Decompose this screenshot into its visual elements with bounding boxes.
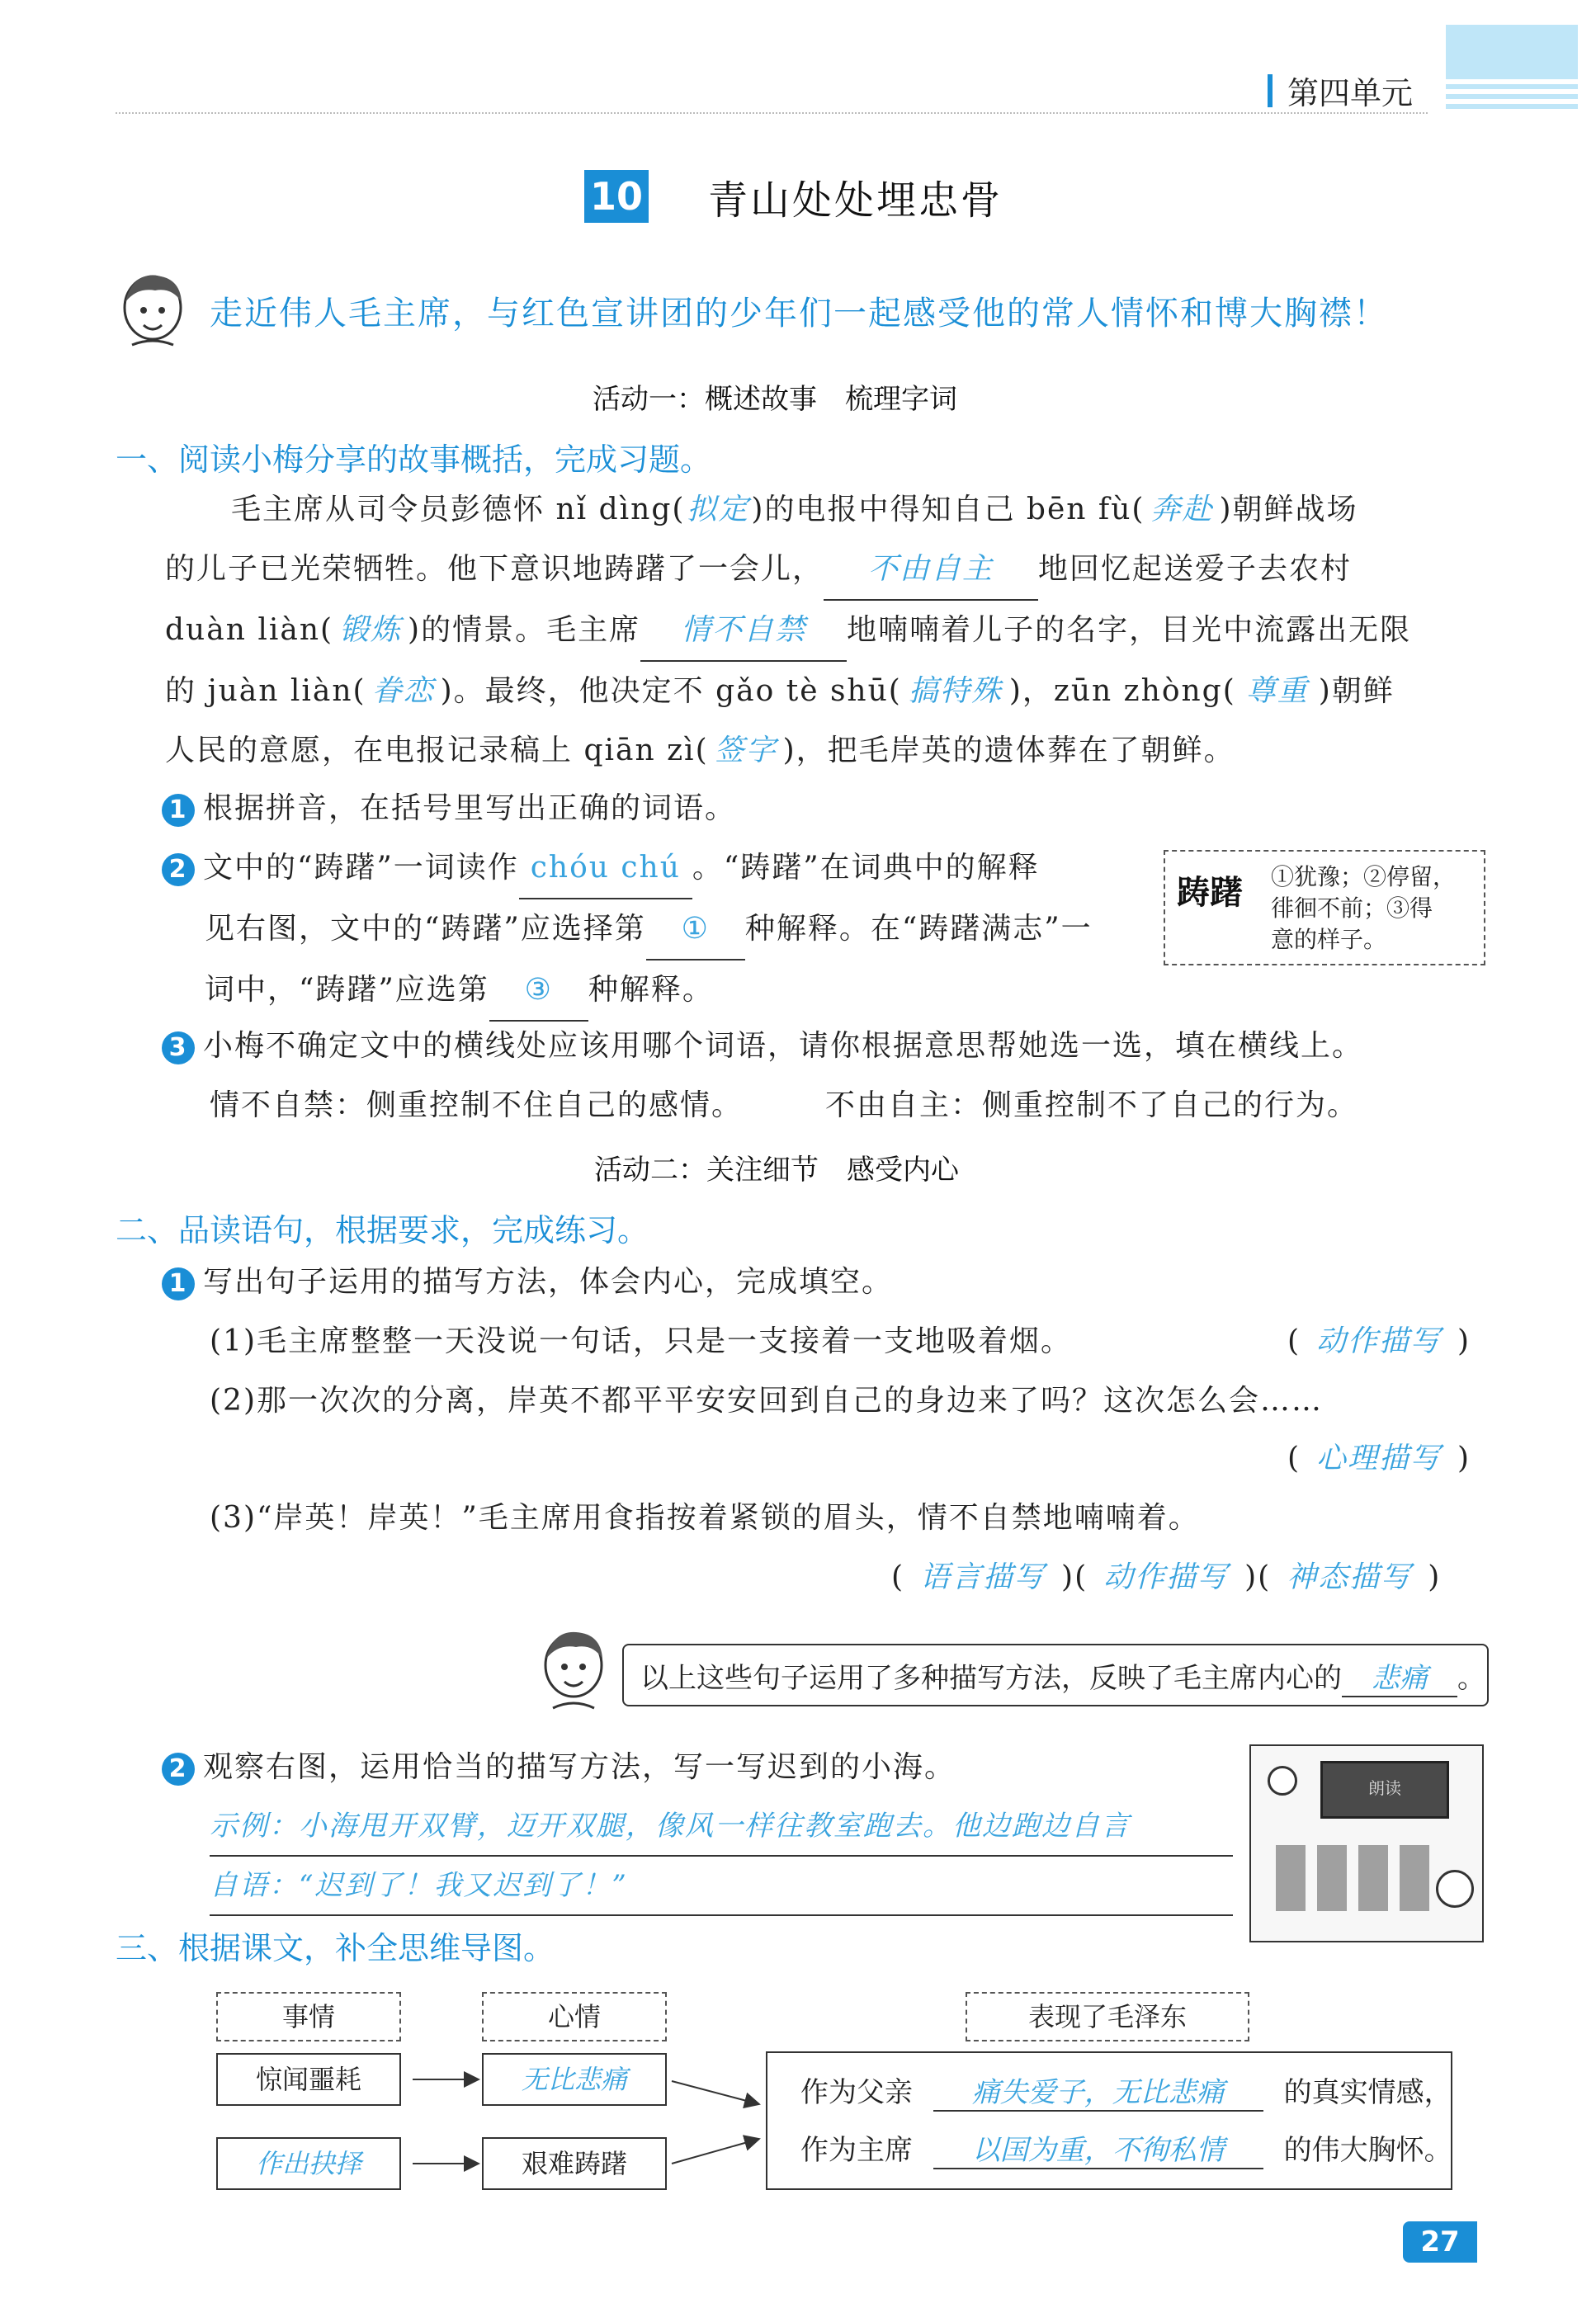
lesson-number-badge [584,170,649,223]
answer-duanlian: 锻炼 [339,613,403,647]
option-qingbuzijin: 情不自禁：侧重控制不住自己的感情。 [210,1088,744,1122]
blank-qingbuzijin: 情不自禁 [640,601,847,662]
q-number-badge: 2 [162,1753,195,1786]
mindmap-mood2: 艰难踌躇 [482,2137,667,2190]
header-dotted-rule [116,112,1428,114]
summary-row-father: 作为父亲 痛失爱子，无比悲痛 的真实情感， [800,2070,1452,2112]
speech-bubble [622,1644,1489,1706]
para-line-5: 人民的意愿，在电报记录稿上 qiān zì( 签字 )，把毛岸英的遗体葬在了朝鲜。 [165,721,1494,781]
mindmap-mood1: 无比悲痛 [482,2053,667,2106]
speech-bubble-text: 以上这些句子运用了多种描写方法，反映了毛主席内心的 悲痛 。 [640,1655,1485,1697]
section1-title: 一、阅读小梅分享的故事概括，完成习题。 [116,441,712,478]
answer-juanlian: 眷恋 [371,674,435,708]
answer-gaoteshu: 搞特殊 [908,674,1003,708]
mindmap-arrows [396,2046,776,2211]
s2-answer3: ( 语言描写 )( 动作描写 )( 神态描写 ) [891,1560,1442,1594]
header-accent-bar [1268,74,1273,107]
q-number-badge: 1 [162,1267,195,1300]
q-number-badge: 2 [162,853,195,886]
desks [1276,1845,1441,1911]
blank-buyouzizhu: 不由自主 [824,540,1038,601]
activity2-heading: 活动二：关注细节 感受内心 [594,1154,959,1187]
s2-q2: 2 观察右图，运用恰当的描写方法，写一写迟到的小海。 [162,1738,956,1797]
running-boy-icon [1436,1870,1474,1908]
s2-answer1: ( 动作描写 ) [1287,1324,1471,1358]
answer-benfu: 奔赴 [1150,493,1214,526]
clock-icon [1268,1766,1297,1796]
para-line-4: 的 juàn liàn( 眷恋 )。最终，他决定不 gǎo tè shū( 搞特殊 )，zūn zhòng( 尊重 )朝鲜 [165,662,1494,721]
dictionary-word: 踌躇 [1177,874,1243,912]
para-line-1: 毛主席从司令员彭德怀 nǐ dìng(拟定)的电报中得知自己 bēn fù( 奔赴 )朝鲜战场 [165,480,1494,540]
para-line-3: duàn liàn( 锻炼 )的情景。毛主席 情不自禁 地喃喃着儿子的名字，目光中流露出无限 [165,601,1494,662]
activity1-heading: 活动一：概述故事 梳理字词 [593,383,957,416]
s2-sentence2: (2)那一次次的分离，岸英不都平平安安回到自己的身边来了吗？这次怎么会…… [210,1384,1323,1418]
s1-q3: 3 小梅不确定文中的横线处应该用哪个词语，请你根据意思帮她选一选，填在横线上。 [162,1017,1363,1076]
blackboard [1320,1761,1449,1819]
lesson-title: 青山处处埋忠骨 [708,177,1003,224]
mindmap-header-mood: 心情 [482,1992,667,2041]
answer-qianzi: 签字 [714,734,777,767]
q-number-badge: 1 [162,794,195,827]
mindmap-event1: 惊闻噩耗 [216,2053,401,2106]
unit-label: 第四单元 [1287,75,1414,111]
para-line-2: 的儿子已光荣牺牲。他下意识地踌躇了一会儿， 不由自主 地回忆起送爱子去农村 [165,540,1494,601]
answer-choice1: ① [646,899,745,960]
section1-paragraph [165,480,1494,781]
classroom-picture [1249,1744,1484,1942]
blackboard-text: 朗读 [1368,1778,1401,1798]
bubble-answer: 悲痛 [1342,1655,1457,1697]
boy-avatar-icon [107,262,198,353]
s2-q1: 1 写出句子运用的描写方法，体会内心，完成填空。 [162,1253,893,1312]
page-number-badge [1403,2221,1477,2263]
s1-q2: 2 文中的“踌躇”一词读作 chóu chú 。“踌躇”在词典中的解释 见右图，文中的“踌躇”应选择第 ① 种解释。在“踌躇满志”一 词中，“踌躇”应选第 ③ 种解释。 [162,838,1152,1022]
intro-text: 走近伟人毛主席，与红色宣讲团的少年们一起感受他的常人情怀和博大胸襟！ [210,295,1388,333]
answer-choice2: ③ [489,960,588,1022]
q-number-badge: 3 [162,1031,195,1064]
s2-sentence1: (1)毛主席整整一天没说一句话，只是一支接着一支地吸着烟。 [210,1324,1072,1358]
section2-title: 二、品读语句，根据要求，完成练习。 [116,1212,649,1248]
header-block [1446,25,1578,74]
lesson-number: 10 [589,174,643,219]
s2-sentence3: (3)“岸英！岸英！”毛主席用食指按着紧锁的眉头，情不自禁地喃喃着。 [210,1501,1200,1535]
dictionary-box [1164,850,1485,965]
dictionary-definitions: ①犹豫；②停留， 徘徊不前；③得 意的样子。 [1271,863,1457,953]
page-number: 27 [1420,2225,1460,2258]
s2-q2-answer: 示例：小海甩开双臂，迈开双腿，像风一样往教室跑去。他边跑边自言 自语：“迟到了！我又迟到了！” [210,1797,1233,1916]
section3-title: 三、根据课文，补全思维导图。 [116,1930,555,1966]
answer-pinyin: chóu chú [519,838,692,899]
boy-thinking-icon [528,1617,619,1716]
mindmap-header-event: 事情 [216,1992,401,2041]
s2-answer2: ( 心理描写 ) [1287,1442,1471,1475]
s1-q1: 1 根据拼音，在括号里写出正确的词语。 [162,779,736,838]
mindmap-summary-box [766,2051,1452,2190]
answer-zunzhong: 尊重 [1245,674,1309,708]
option-buyouzizhu: 不由自主：侧重控制不了自己的行为。 [825,1088,1359,1122]
mindmap-header-show: 表现了毛泽东 [966,1992,1249,2041]
answer-niding: 拟定 [687,493,750,526]
mindmap-event2: 作出抉择 [216,2137,401,2190]
summary-row-chairman: 作为主席 以国为重，不徇私情 的伟大胸怀。 [800,2127,1452,2169]
